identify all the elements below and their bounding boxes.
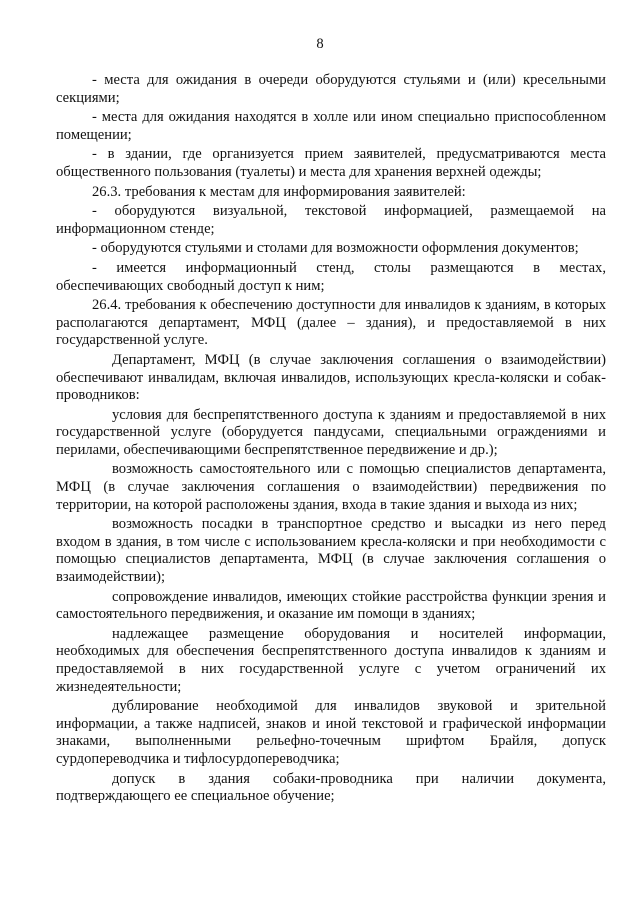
paragraph: 26.4. требования к обеспечению доступности для инвалидов к зданиям, в которых располагаются департамент, МФЦ (далее – здания), и предоставляемой в них государственной услуге. [56, 297, 606, 349]
paragraph: - оборудуются визуальной, текстовой информацией, размещаемой на информационном стенде; [56, 203, 606, 237]
paragraph: дублирование необходимой для инвалидов звуковой и зрительной информации, а также надписей, знаков и иной текстовой и графической информации знаками, выполненными рельефно-точечным шрифтом Брайля, допуск сурдопереводчика и тифлосурдопереводчика; [56, 698, 606, 767]
paragraph: возможность самостоятельного или с помощью специалистов департамента, МФЦ (в случае заключения соглашения о взаимодействии) передвижения по территории, на которой расположены здания, входа в такие здания и выхода из них; [56, 461, 606, 513]
document-body [56, 72, 606, 808]
paragraph: допуск в здания собаки-проводника при наличии документа, подтверждающего ее специальное обучение; [56, 770, 606, 805]
paragraph: Департамент, МФЦ (в случае заключения соглашения о взаимодействии) обеспечивают инвалидам, включая инвалидов, использующих кресла-коляски и собак-проводников: [56, 351, 606, 404]
page-number: 8 [316, 36, 324, 52]
paragraph: - места для ожидания находятся в холле или ином специально приспособленном помещении; [56, 109, 606, 143]
paragraph: - места для ожидания в очереди оборудуются стульями и (или) кресельными секциями; [56, 72, 606, 106]
paragraph: - оборудуются стульями и столами для возможности оформления документов; [92, 240, 579, 257]
paragraph: надлежащее размещение оборудования и носителей информации, необходимых для обеспечения беспрепятственного доступа инвалидов к зданиям и предоставляемой в них государственной услуге с учетом ограничений их жизнедеятельности; [56, 625, 606, 695]
paragraph: - имеется информационный стенд, столы размещаются в местах, обеспечивающих свободный доступ к ним; [56, 259, 606, 294]
paragraph: сопровождение инвалидов, имеющих стойкие расстройства функции зрения и самостоятельного передвижения, и оказание им помощи в зданиях; [56, 588, 606, 623]
paragraph: - в здании, где организуется прием заявителей, предусматриваются места общественного пользования (туалеты) и места для хранения верхней одежды; [56, 146, 606, 180]
paragraph: 26.3. требования к местам для информирования заявителей: [92, 183, 466, 200]
paragraph: условия для беспрепятственного доступа к зданиям и предоставляемой в них государственной услуге (оборудуется пандусами, специальными ограждениями и перилами, обеспечивающими беспрепятственное передвижение и др.); [56, 406, 606, 458]
paragraph: возможность посадки в транспортное средство и высадки из него перед входом в здания, в том числе с использованием кресла-коляски и при необходимости с помощью специалистов департамента, МФЦ (в случае заключения соглашения о взаимодействии); [56, 516, 606, 586]
